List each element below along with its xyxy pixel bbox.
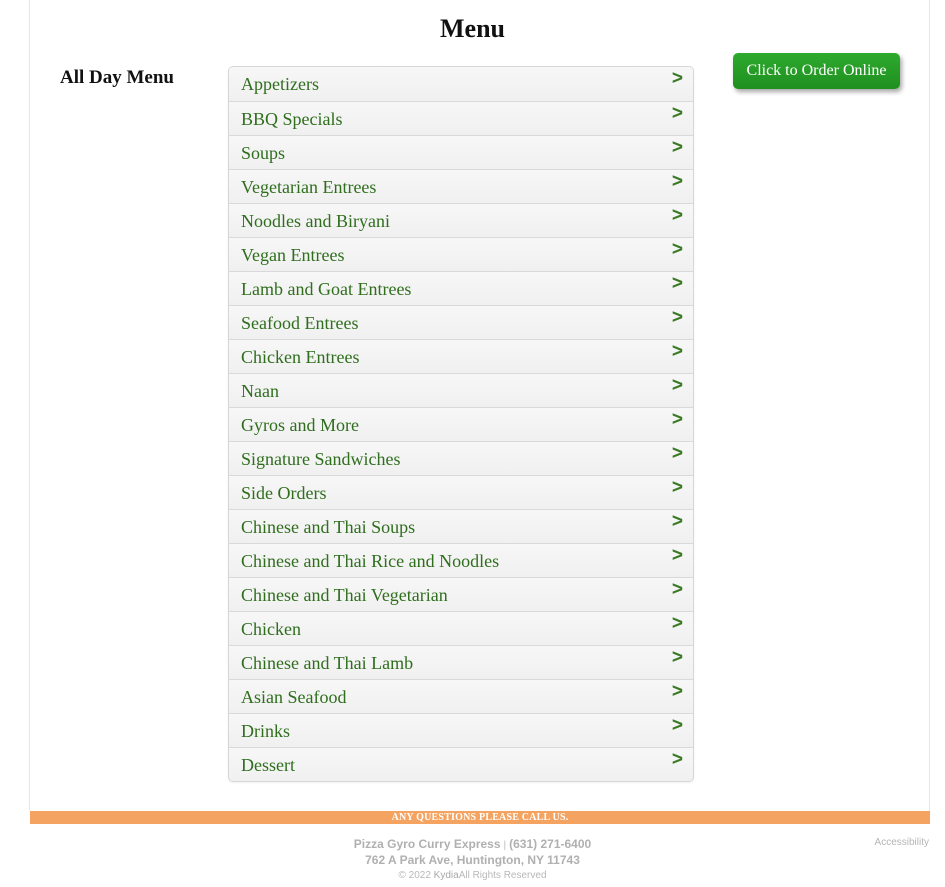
- menu-category-item[interactable]: [229, 407, 693, 441]
- menu-category-item[interactable]: [229, 475, 693, 509]
- menu-category-item[interactable]: [229, 713, 693, 747]
- menu-category-label: Soups: [241, 143, 286, 163]
- chevron-right-icon: >: [671, 205, 683, 226]
- menu-category-label: Lamb and Goat Entrees: [241, 279, 412, 299]
- chevron-right-icon: >: [671, 68, 683, 89]
- chevron-right-icon: >: [671, 103, 683, 124]
- menu-category-label: Chicken: [241, 619, 301, 639]
- menu-category-label: Chinese and Thai Soups: [241, 517, 416, 537]
- business-name: Pizza Gyro Curry Express: [353, 837, 501, 851]
- menu-category-label: Chinese and Thai Lamb: [241, 653, 414, 673]
- menu-category-item[interactable]: [229, 339, 693, 373]
- menu-category-label: Appetizers: [241, 74, 319, 94]
- menu-category-item[interactable]: [229, 169, 693, 203]
- chevron-right-icon: >: [671, 137, 683, 158]
- menu-category-label: Chicken Entrees: [241, 347, 360, 367]
- menu-category-item[interactable]: [229, 237, 693, 271]
- menu-category-item[interactable]: [229, 577, 693, 611]
- menu-category-label: Drinks: [241, 721, 290, 741]
- menu-category-label: Noodles and Biryani: [241, 211, 390, 231]
- menu-category-label: Gyros and More: [241, 415, 359, 435]
- chevron-right-icon: >: [671, 613, 683, 634]
- rights-text: All Rights Reserved: [458, 870, 547, 881]
- chevron-right-icon: >: [671, 681, 683, 702]
- menu-category-label: Vegetarian Entrees: [241, 177, 377, 197]
- menu-category-item[interactable]: [229, 271, 693, 305]
- call-us-bar: ANY QUESTIONS PLEASE CALL US.: [30, 811, 930, 824]
- chevron-right-icon: >: [671, 545, 683, 566]
- copyright-text: © 2022: [398, 870, 431, 881]
- menu-category-label: Vegan Entrees: [241, 245, 345, 265]
- accessibility-link[interactable]: Accessibility: [874, 837, 929, 848]
- chevron-right-icon: >: [671, 443, 683, 464]
- business-address: 762 A Park Ave, Huntington, NY 11743: [365, 853, 580, 867]
- menu-category-item[interactable]: [229, 509, 693, 543]
- page-title: Menu: [440, 14, 505, 43]
- footer: [0, 837, 945, 885]
- footer-separator: |: [503, 840, 507, 851]
- kydia-link[interactable]: Kydia: [433, 870, 459, 881]
- menu-category-item[interactable]: [229, 101, 693, 135]
- menu-category-item[interactable]: [229, 611, 693, 645]
- chevron-right-icon: >: [671, 715, 683, 736]
- menu-category-item[interactable]: [229, 645, 693, 679]
- menu-category-label: Seafood Entrees: [241, 313, 359, 333]
- chevron-right-icon: >: [671, 579, 683, 600]
- menu-category-item[interactable]: [229, 679, 693, 713]
- chevron-right-icon: >: [671, 409, 683, 430]
- menu-category-list: [228, 66, 694, 782]
- chevron-right-icon: >: [671, 239, 683, 260]
- footer-contact-line: [0, 837, 945, 853]
- chevron-right-icon: >: [671, 273, 683, 294]
- menu-category-label: Chinese and Thai Rice and Noodles: [241, 551, 500, 571]
- menu-category-label: Dessert: [241, 755, 295, 775]
- menu-category-item[interactable]: [229, 441, 693, 475]
- chevron-right-icon: >: [671, 647, 683, 668]
- chevron-right-icon: >: [671, 171, 683, 192]
- menu-category-label: Naan: [241, 381, 279, 401]
- menu-category-item[interactable]: [229, 373, 693, 407]
- menu-category-item[interactable]: [229, 747, 693, 781]
- section-label-all-day-menu: All Day Menu: [60, 67, 174, 88]
- chevron-right-icon: >: [671, 341, 683, 362]
- footer-copyright-line: [0, 867, 945, 885]
- menu-category-label: Asian Seafood: [241, 687, 347, 707]
- chevron-right-icon: >: [671, 375, 683, 396]
- order-online-button[interactable]: Click to Order Online: [733, 53, 900, 89]
- menu-category-label: BBQ Specials: [241, 109, 343, 129]
- chevron-right-icon: >: [671, 307, 683, 328]
- menu-category-item[interactable]: [229, 203, 693, 237]
- menu-category-item[interactable]: [229, 305, 693, 339]
- menu-category-item[interactable]: [229, 543, 693, 577]
- menu-category-label: Signature Sandwiches: [241, 449, 401, 469]
- menu-category-item[interactable]: [229, 67, 693, 101]
- menu-category-item[interactable]: [229, 135, 693, 169]
- phone-number[interactable]: (631) 271-6400: [509, 837, 592, 851]
- chevron-right-icon: >: [671, 477, 683, 498]
- chevron-right-icon: >: [671, 749, 683, 770]
- chevron-right-icon: >: [671, 511, 683, 532]
- menu-category-label: Side Orders: [241, 483, 327, 503]
- menu-category-label: Chinese and Thai Vegetarian: [241, 585, 448, 605]
